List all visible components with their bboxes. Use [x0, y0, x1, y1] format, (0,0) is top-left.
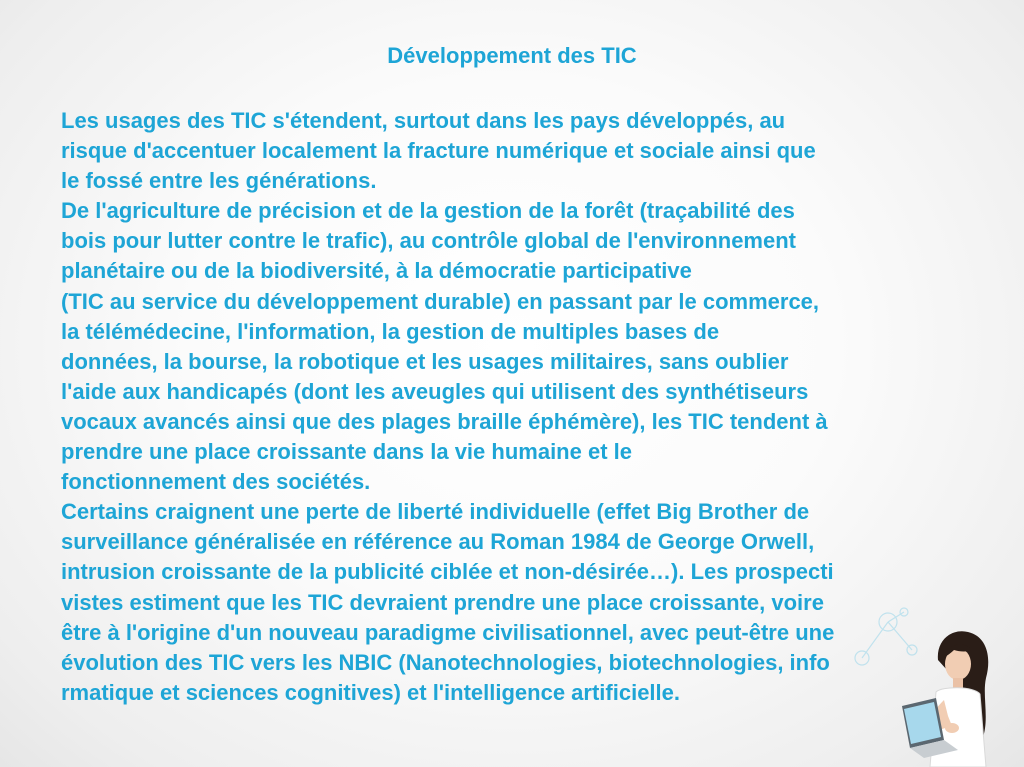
body-line: données, la bourse, la robotique et les usages militaires, sans oublier — [61, 348, 789, 374]
slide-body — [61, 106, 971, 708]
body-line: intrusion croissante de la publicité ciblée et non-désirée…). Les prospecti — [61, 559, 834, 585]
slide-title: Développement des TIC — [387, 43, 637, 68]
body-line: bois pour lutter contre le trafic), au contrôle global de l'environnement — [61, 228, 796, 254]
body-line: fonctionnement des sociétés. — [61, 469, 371, 495]
body-line: (TIC au service du développement durable) en passant par le commerce, — [61, 288, 820, 314]
body-line: vistes estiment que les TIC devraient prendre une place croissante, voire — [61, 589, 824, 615]
body-line: planétaire ou de la biodiversité, à la démocratie participative — [61, 258, 692, 284]
body-line: Les usages des TIC s'étendent, surtout dans les pays développés, au — [61, 108, 786, 133]
body-line: prendre une place croissante dans la vie humaine et le — [61, 439, 632, 465]
woman-with-laptop-icon — [840, 600, 1024, 767]
body-line: la télémédecine, l'information, la gestion de multiples bases de — [61, 318, 720, 344]
body-line: le fossé entre les générations. — [61, 168, 377, 194]
body-line: rmatique et sciences cognitives) et l'intelligence artificielle. — [61, 679, 681, 705]
body-line: Certains craignent une perte de liberté individuelle (effet Big Brother de — [61, 499, 810, 525]
body-line: surveillance généralisée en référence au Roman 1984 de George Orwell, — [61, 529, 815, 555]
body-line: De l'agriculture de précision et de la gestion de la forêt (traçabilité des — [61, 198, 795, 224]
body-line: l'aide aux handicapés (dont les aveugles qui utilisent des synthétiseurs — [61, 378, 809, 404]
body-line: vocaux avancés ainsi que des plages braille éphémère), les TIC tendent à — [61, 408, 828, 434]
body-line: être à l'origine d'un nouveau paradigme civilisationnel, avec peut-être une — [61, 619, 835, 645]
body-line: évolution des TIC vers les NBIC (Nanotechnologies, biotechnologies, info — [61, 649, 830, 675]
body-line: risque d'accentuer localement la fracture numérique et sociale ainsi que — [61, 138, 816, 164]
